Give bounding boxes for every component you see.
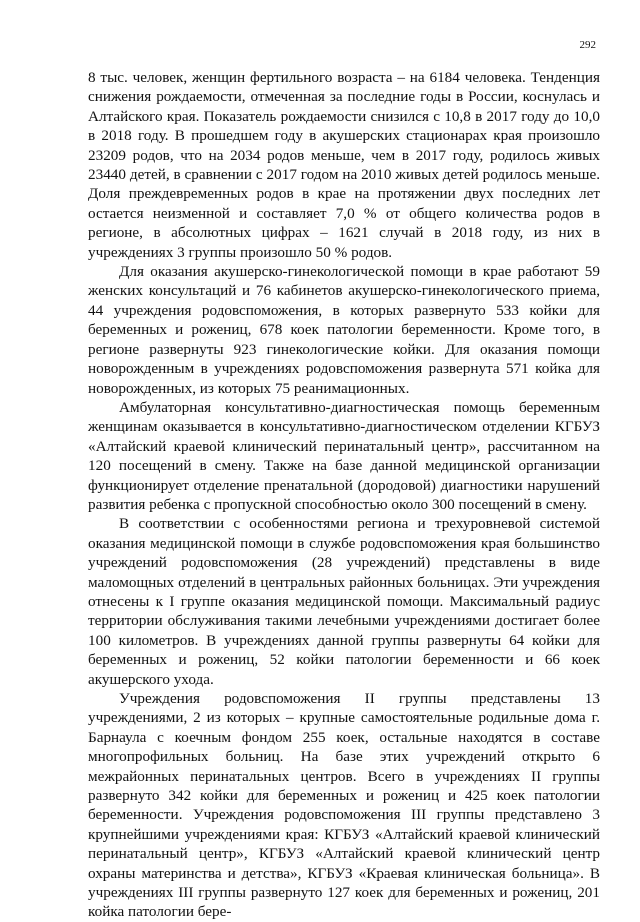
paragraph-obstetric-care: Для оказания акушерско-гинекологической помощи в крае работают 59 женских консультаций и 76 кабинетов акушерско-гинекологического приема, 44 учреждения родовспоможения, в которых развернуто 533 койки для беременных и рожениц, 678 коек патологии беременности. Кроме того, в регионе развернуты 923 гинекологические койки. Для оказания помощи новорожденным в учреждениях родовспоможения развернута 571 койка для новорожденных, из которых 75 реанимационных. [88,263,600,397]
paragraph-group-one: В соответствии с особенностями региона и трехуровневой системой оказания медицинской помощи в службе родовспоможения края большинство учреждений родовспоможения (28 учреждений) представлены в виде маломощных отделений в центральных районных больницах. Эти учреждения отнесены к I группе оказания медицинской помощи. Максимальный радиус территории обслуживания такими лечебными учреждениями достигает более 100 километров. В учреждениях данной группы развернуты 64 койки для беременных и рожениц, 52 койки патологии беременности и 66 коек акушерского ухода. [88,515,600,688]
paragraph-birth-rate: 8 тыс. человек, женщин фертильного возраста – на 6184 человека. Тенденция снижения рождаемости, отмеченная за последние годы в России, коснулась и Алтайского края. Показатель рождаемости снизился с 10,8 в 2017 году до 10,0 в 2018 году. В прошедшем году в акушерских стационарах края произошло 23209 родов, что на 2034 родов меньше, чем в 2017 году, родилось живых 23440 детей, в сравнении с 2017 годом на 2010 живых детей родилось меньше. Доля преждевременных родов в крае на протяжении двух последних лет остается неизменной и составляет 7,0 % от общего количества родов в регионе, в абсолютных цифрах – 1621 случай в 2018 году, из них в учреждениях 3 группы произошло 50 % родов. [88,69,600,261]
body-text [88,68,600,922]
page-number: 292 [579,39,596,51]
paragraph-group-two-three: Учреждения родовспоможения II группы представлены 13 учреждениями, 2 из которых – крупные самостоятельные родильные дома г. Барнаула с коечным фондом 255 коек, остальные находятся в составе многопрофильных больниц. На базе этих учреждений открыто 6 межрайонных перинатальных центров. Всего в учреждениях II группы развернуто 342 койки для беременных и рожениц и 425 коек патологии беременности. Учреждения родовспоможения III группы представлено 3 крупнейшими учреждениями края: КГБУЗ «Алтайский краевой клинический перинатальный центр», КГБУЗ «Алтайский краевой клинический центр охраны материнства и детства», КГБУЗ «Краевая клиническая больница». В учреждениях III группы развернуто 127 коек для беременных и рожениц, 201 койка патологии бере- [88,690,600,921]
paragraph-outpatient-care: Амбулаторная консультативно-диагностическая помощь беременным женщинам оказывается в консультативно-диагностическом отделении КГБУЗ «Алтайский краевой клинический перинатальный центр», рассчитанном на 120 посещений в смену. Также на базе данной медицинской организации функционирует отделение пренатальной (дородовой) диагностики нарушений развития ребенка с пропускной способностью около 300 посещений в смену. [88,398,600,513]
